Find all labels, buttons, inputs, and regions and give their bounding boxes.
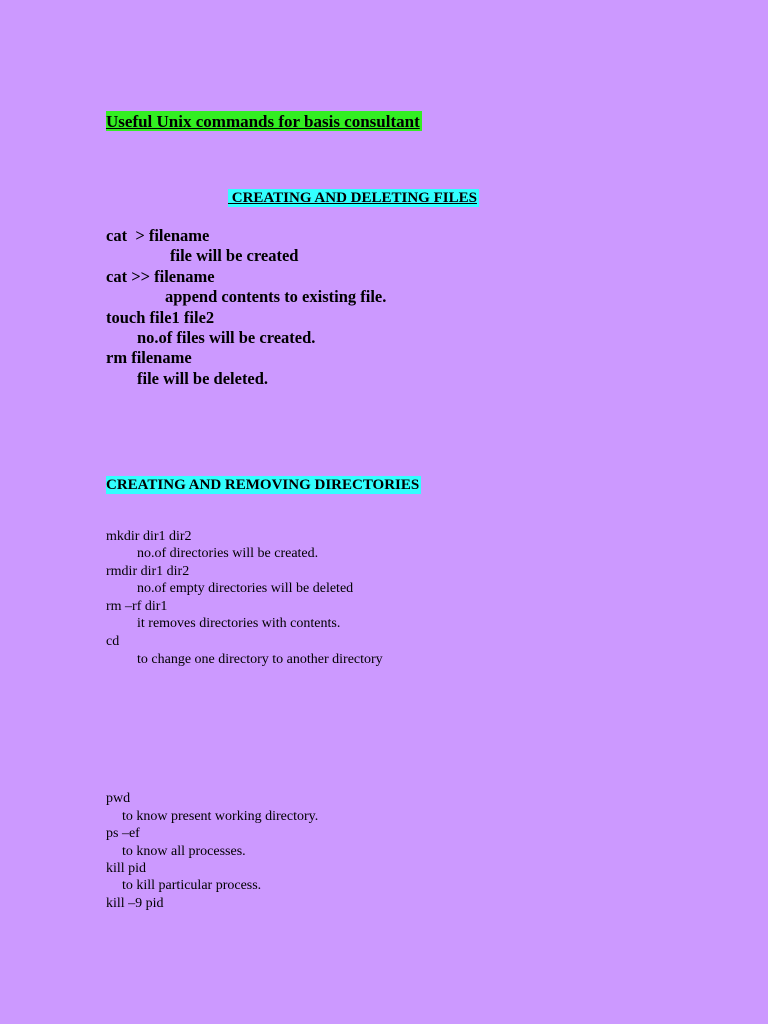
command-line: pwd <box>106 791 131 806</box>
document-title: Useful Unix commands for basis consultant <box>106 112 420 131</box>
command-line: ps –ef <box>106 826 140 841</box>
command-description: to change one directory to another directory <box>137 652 383 667</box>
command-description: append contents to existing file. <box>165 287 387 306</box>
command-description: no.of empty directories will be deleted <box>137 581 354 596</box>
command-line: rmdir dir1 dir2 <box>106 564 190 579</box>
command-line: cat >> filename <box>106 267 215 286</box>
command-line: rm filename <box>106 348 192 367</box>
command-description: file will be created <box>170 246 299 265</box>
command-line: mkdir dir1 dir2 <box>106 529 192 544</box>
command-description: file will be deleted. <box>137 369 269 388</box>
command-line: cat > filename <box>106 226 210 245</box>
command-line: cd <box>106 634 120 649</box>
command-line: rm –rf dir1 <box>106 599 168 614</box>
command-line: touch file1 file2 <box>106 308 215 327</box>
command-description: it removes directories with contents. <box>137 616 341 631</box>
command-description: to kill particular process. <box>122 878 262 893</box>
command-description: to know present working directory. <box>122 809 319 824</box>
command-line: kill pid <box>106 861 147 876</box>
command-description: no.of files will be created. <box>137 328 316 347</box>
command-description: to know all processes. <box>122 844 246 859</box>
section-heading-creating-deleting-files: CREATING AND DELETING FILES <box>228 190 477 206</box>
command-description: no.of directories will be created. <box>137 546 319 561</box>
section-heading-creating-removing-directories: CREATING AND REMOVING DIRECTORIES <box>106 477 420 493</box>
command-line: kill –9 pid <box>106 896 164 911</box>
